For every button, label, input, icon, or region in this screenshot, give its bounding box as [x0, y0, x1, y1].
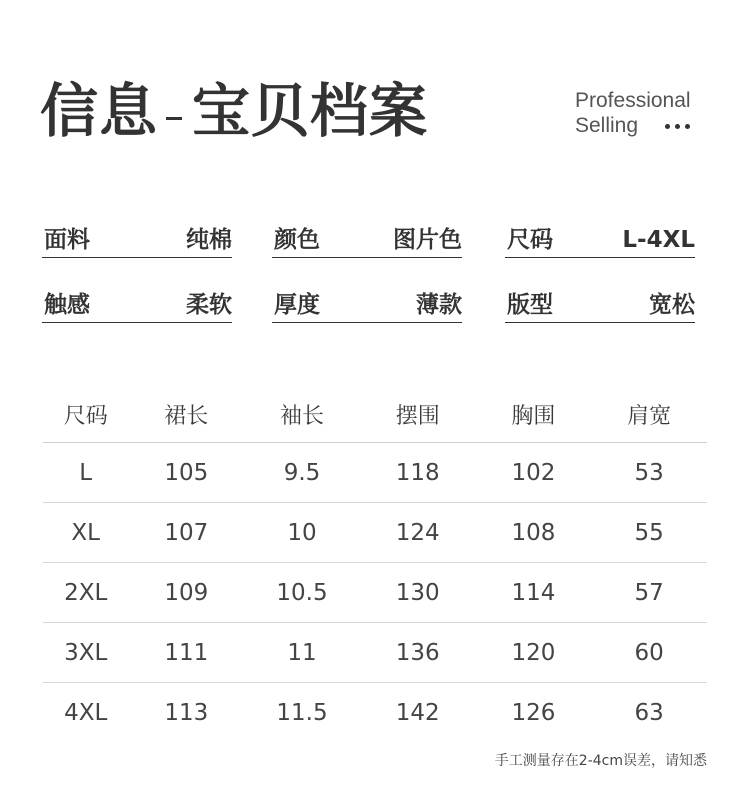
table-cell: L — [79, 459, 93, 486]
attribute-label: 触感 — [44, 292, 90, 318]
table-cell: 111 — [164, 639, 209, 666]
table-cell: 11.5 — [276, 700, 328, 726]
table-row — [43, 623, 707, 683]
table-row — [43, 443, 707, 503]
table-cell: 105 — [164, 459, 209, 486]
attribute-color — [272, 218, 462, 258]
table-row — [43, 683, 707, 743]
attribute-fabric — [42, 218, 232, 258]
attribute-label: 厚度 — [274, 292, 320, 318]
attribute-value: 图片色 — [393, 227, 462, 253]
page-title — [40, 76, 428, 146]
table-cell: XL — [71, 519, 100, 546]
attribute-label: 版型 — [507, 292, 553, 318]
table-cell: 60 — [634, 639, 664, 666]
table-cell: 9.5 — [283, 459, 321, 486]
table-cell: 108 — [511, 519, 556, 546]
attribute-feel — [42, 283, 232, 323]
attribute-value: 宽松 — [649, 292, 695, 318]
title-dash-divider — [166, 117, 182, 120]
attribute-value: 薄款 — [416, 292, 462, 318]
measurement-note: 手工测量存在2-4cm误差，请知悉 — [494, 753, 707, 769]
attribute-value: 纯棉 — [186, 227, 232, 253]
table-cell: 10 — [287, 519, 317, 546]
table-cell: 120 — [511, 639, 556, 666]
ellipsis-dots-icon — [665, 124, 690, 129]
table-cell: 57 — [634, 579, 664, 606]
attribute-value: L-4XL — [622, 227, 695, 253]
column-header-bust: 胸围 — [511, 403, 556, 429]
attribute-thickness — [272, 283, 462, 323]
table-cell: 109 — [164, 579, 209, 606]
table-row — [43, 503, 707, 563]
table-cell: 3XL — [64, 639, 108, 666]
table-cell: 53 — [634, 459, 664, 486]
table-header-row — [43, 386, 707, 443]
table-cell: 10.5 — [276, 579, 328, 606]
attribute-label: 尺码 — [507, 227, 553, 253]
table-cell: 114 — [511, 579, 556, 606]
table-cell: 4XL — [64, 700, 108, 726]
table-cell: 63 — [634, 700, 664, 726]
table-cell: 55 — [634, 519, 664, 546]
column-header-hem: 摆围 — [395, 403, 440, 429]
table-cell: 107 — [164, 519, 209, 546]
table-cell: 11 — [287, 639, 317, 666]
attribute-fit — [505, 283, 695, 323]
attribute-label: 颜色 — [274, 227, 320, 253]
column-header-size: 尺码 — [63, 403, 108, 429]
table-cell: 130 — [395, 579, 440, 606]
table-cell: 113 — [164, 700, 209, 726]
column-header-sleeve-length: 袖长 — [279, 403, 324, 429]
column-header-dress-length: 裙长 — [164, 403, 209, 429]
attribute-value: 柔软 — [186, 292, 232, 318]
attribute-size-range — [505, 218, 695, 258]
table-cell: 136 — [395, 639, 440, 666]
table-cell: 126 — [511, 700, 556, 726]
column-header-shoulder: 肩宽 — [627, 403, 672, 429]
table-row — [43, 563, 707, 623]
table-cell: 2XL — [64, 579, 108, 606]
brand-tagline — [575, 88, 691, 138]
title-part-info: 信息 — [40, 77, 159, 145]
title-part-archive: 宝贝档案 — [192, 77, 429, 145]
attribute-label: 面料 — [44, 227, 90, 253]
table-cell: 124 — [395, 519, 440, 546]
brand-line-professional: Professional — [575, 89, 691, 112]
table-cell: 102 — [511, 459, 556, 486]
table-cell: 142 — [395, 700, 440, 726]
size-chart-table — [43, 386, 707, 743]
table-cell: 118 — [395, 459, 440, 486]
brand-line-selling: Selling — [575, 114, 639, 137]
